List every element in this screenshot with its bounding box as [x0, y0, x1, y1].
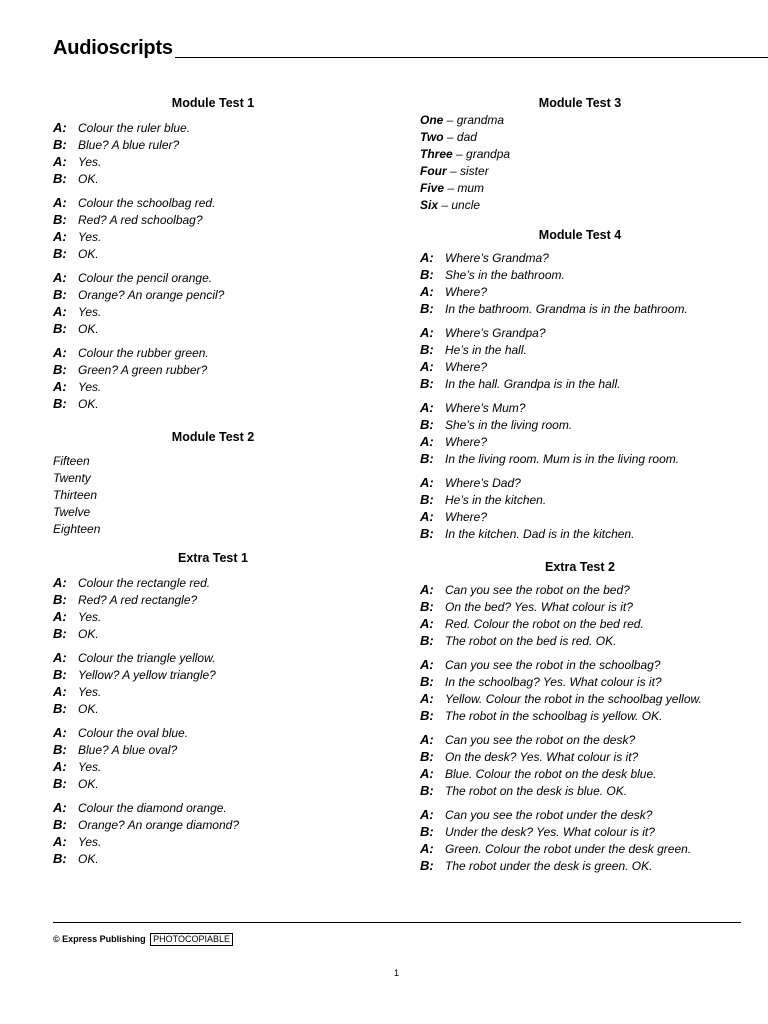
section-heading-module-test-1: Module Test 1 [171, 96, 255, 110]
list-item: Fifteen [53, 454, 90, 468]
dialogue-line: A: Colour the triangle yellow. [53, 650, 216, 665]
dialogue-line: B: The robot in the schoolbag is yellow. OK. [420, 708, 663, 723]
dialogue-block [420, 656, 750, 724]
dialogue-line: A: Colour the ruler blue. [53, 120, 191, 135]
dialogue-line: A: Yes. [53, 379, 102, 394]
dialogue-line: A: Yellow. Colour the robot in the schoolbag yellow. [420, 691, 702, 706]
list-item: Four – sister [420, 164, 489, 178]
dialogue-line: B: She’s in the living room. [420, 417, 573, 432]
list-item: Twenty [53, 471, 91, 485]
dialogue-line: B: Under the desk? Yes. What colour is it? [420, 824, 655, 839]
dialogue-line: A: Can you see the robot under the desk? [420, 807, 653, 822]
right-column [420, 95, 750, 874]
dialogue-line: B: OK. [53, 851, 99, 866]
footer [53, 933, 233, 946]
list-item: Twelve [53, 505, 91, 519]
dialogue-line: B: OK. [53, 171, 99, 186]
list-item: Five – mum [420, 181, 485, 195]
dialogue-line: B: In the kitchen. Dad is in the kitchen. [420, 526, 635, 541]
family-list [420, 112, 750, 214]
dialogue-line: B: Blue? A blue ruler? [53, 137, 180, 152]
dialogue-line: B: The robot on the bed is red. OK. [420, 633, 617, 648]
dialogue-line: B: In the bathroom. Grandma is in the bathroom. [420, 301, 688, 316]
list-item: Three – grandpa [420, 147, 511, 161]
dialogue-block [420, 806, 750, 874]
dialogue-block [420, 249, 750, 317]
dialogue-line: A: Yes. [53, 304, 102, 319]
dialogue-line: A: Colour the diamond orange. [53, 800, 227, 815]
section-heading-module-test-4: Module Test 4 [538, 228, 622, 242]
dialogue-line: B: On the desk? Yes. What colour is it? [420, 749, 639, 764]
dialogue-block [53, 269, 373, 337]
dialogue-line: A: Can you see the robot on the desk? [420, 732, 636, 747]
dialogue-line: A: Yes. [53, 834, 102, 849]
copyright-text: © Express Publishing [53, 934, 146, 944]
list-item: Six – uncle [420, 198, 481, 212]
dialogue-line: B: OK. [53, 321, 99, 336]
dialogue-line: A: Where’s Grandpa? [420, 325, 546, 340]
dialogue-line: A: Colour the schoolbag red. [53, 195, 216, 210]
dialogue-line: B: OK. [53, 396, 99, 411]
dialogue-block [53, 799, 373, 867]
list-item: One – grandma [420, 113, 505, 127]
left-column [53, 95, 373, 867]
dialogue-line: A: Yes. [53, 229, 102, 244]
dialogue-line: A: Green. Colour the robot under the desk green. [420, 841, 692, 856]
dialogue-block [53, 724, 373, 792]
dialogue-line: A: Colour the rubber green. [53, 345, 209, 360]
dialogue-line: B: OK. [53, 701, 99, 716]
title-rule [175, 57, 768, 58]
dialogue-line: B: He’s in the kitchen. [420, 492, 547, 507]
dialogue-line: A: Yes. [53, 684, 102, 699]
dialogue-line: B: OK. [53, 246, 99, 261]
dialogue-line: B: Green? A green rubber? [53, 362, 208, 377]
dialogue-line: A: Yes. [53, 154, 102, 169]
dialogue-line: A: Where’s Mum? [420, 400, 526, 415]
dialogue-line: A: Where? [420, 434, 488, 449]
dialogue-line: B: The robot on the desk is blue. OK. [420, 783, 628, 798]
page-number: 1 [394, 968, 400, 978]
dialogue-block [53, 119, 373, 187]
dialogue-line: B: Blue? A blue oval? [53, 742, 178, 757]
dialogue-line: A: Can you see the robot on the bed? [420, 582, 630, 597]
list-item: Eighteen [53, 522, 101, 536]
photocopiable-label: PHOTOCOPIABLE [150, 933, 233, 946]
list-item: Thirteen [53, 488, 98, 502]
section-heading-module-test-3: Module Test 3 [538, 96, 622, 110]
dialogue-line: A: Where’s Grandma? [420, 250, 549, 265]
section-heading-extra-test-1: Extra Test 1 [178, 551, 248, 565]
dialogue-line: A: Yes. [53, 759, 102, 774]
list-item: Two – dad [420, 130, 477, 144]
dialogue-line: A: Red. Colour the robot on the bed red. [420, 616, 644, 631]
dialogue-line: B: On the bed? Yes. What colour is it? [420, 599, 633, 614]
dialogue-block [53, 649, 373, 717]
dialogue-line: B: She’s in the bathroom. [420, 267, 565, 282]
dialogue-line: A: Colour the oval blue. [53, 725, 189, 740]
dialogue-line: A: Colour the pencil orange. [53, 270, 213, 285]
dialogue-block [420, 474, 750, 542]
dialogue-block [53, 574, 373, 642]
dialogue-line: A: Colour the rectangle red. [53, 575, 211, 590]
dialogue-block [420, 399, 750, 467]
footer-rule [53, 922, 741, 923]
dialogue-block [420, 731, 750, 799]
dialogue-line: A: Yes. [53, 609, 102, 624]
section-heading-module-test-2: Module Test 2 [171, 430, 255, 444]
dialogue-line: A: Blue. Colour the robot on the desk blue. [420, 766, 657, 781]
dialogue-line: A: Where? [420, 509, 488, 524]
dialogue-line: B: Red? A red rectangle? [53, 592, 198, 607]
dialogue-line: B: Orange? An orange pencil? [53, 287, 225, 302]
dialogue-line: B: The robot under the desk is green. OK. [420, 858, 653, 873]
dialogue-line: B: Red? A red schoolbag? [53, 212, 203, 227]
dialogue-line: B: In the schoolbag? Yes. What colour is it? [420, 674, 662, 689]
dialogue-line: B: OK. [53, 776, 99, 791]
dialogue-line: A: Where? [420, 284, 488, 299]
dialogue-block [53, 194, 373, 262]
dialogue-line: B: In the living room. Mum is in the living room. [420, 451, 680, 466]
dialogue-block [53, 344, 373, 412]
dialogue-line: B: Orange? An orange diamond? [53, 817, 240, 832]
dialogue-line: A: Where? [420, 359, 488, 374]
dialogue-line: B: Yellow? A yellow triangle? [53, 667, 216, 682]
dialogue-block [420, 581, 750, 649]
dialogue-line: B: OK. [53, 626, 99, 641]
dialogue-line: A: Can you see the robot in the schoolbag? [420, 657, 661, 672]
number-list [53, 453, 373, 538]
page-title: Audioscripts [53, 37, 173, 59]
section-heading-extra-test-2: Extra Test 2 [545, 560, 615, 574]
dialogue-line: A: Where’s Dad? [420, 475, 521, 490]
dialogue-line: B: He’s in the hall. [420, 342, 527, 357]
dialogue-block [420, 324, 750, 392]
dialogue-line: B: In the hall. Grandpa is in the hall. [420, 376, 621, 391]
